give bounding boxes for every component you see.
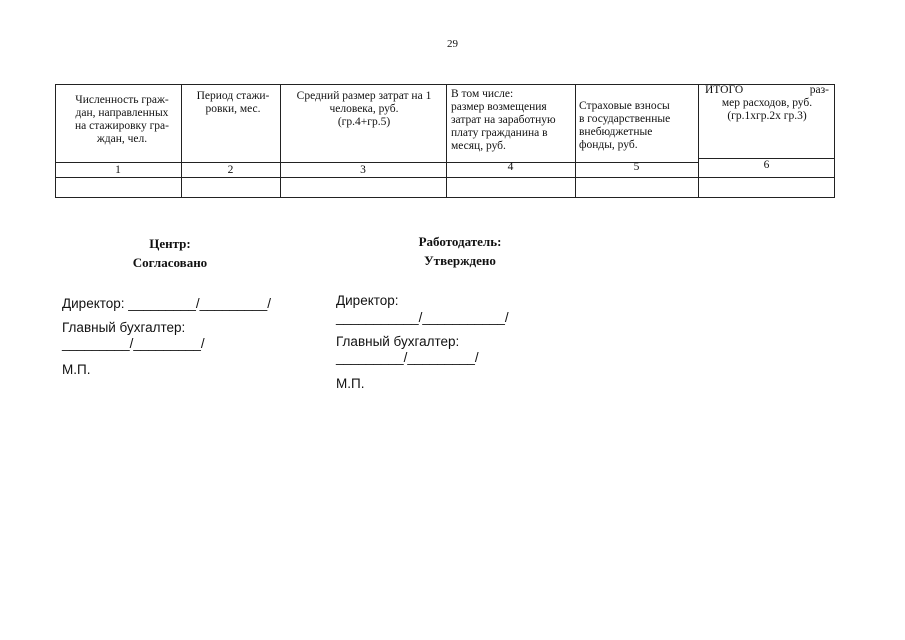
center-accountant-label: Главный бухгалтер: — [62, 320, 186, 335]
center-approval-label: Согласовано — [132, 255, 208, 270]
column-number-1: 1 — [115, 164, 121, 176]
header-text: (гр.4+гр.5) — [337, 116, 391, 128]
employer-accountant-line: _________/_________/ — [336, 350, 479, 365]
header-citizens-count — [63, 94, 181, 146]
header-text: В том числе: — [451, 88, 514, 100]
header-text: фонды, руб. — [579, 139, 638, 151]
table-right-border — [834, 84, 835, 198]
header-text: на стажировку гра- — [75, 120, 169, 132]
column-number-6: 6 — [763, 159, 770, 171]
expense-table — [55, 84, 835, 198]
page-number: 29 — [447, 38, 458, 50]
column-number-3: 3 — [360, 164, 366, 176]
employer-director-line: ___________/___________/ — [336, 310, 509, 325]
header-total-line1 — [705, 84, 829, 97]
header-text: Численность граж- — [75, 94, 169, 106]
center-accountant-line: _________/_________/ — [62, 336, 205, 351]
header-text: Страховые взносы — [579, 100, 670, 112]
header-text: человека, руб. — [329, 103, 399, 115]
employer-approval-label: Утверждено — [424, 253, 496, 268]
header-insurance-contributions — [579, 100, 697, 152]
header-average-cost — [284, 90, 444, 129]
header-text: месяц, руб. — [451, 140, 506, 152]
header-internship-period — [186, 90, 280, 116]
header-text: (гр.1хгр.2х гр.3) — [727, 110, 807, 122]
employer-title — [390, 232, 530, 270]
header-text: плату гражданина в — [451, 127, 548, 139]
column-number-2: 2 — [227, 164, 234, 176]
column-number-5: 5 — [633, 161, 640, 173]
employer-accountant-label: Главный бухгалтер: — [336, 334, 460, 349]
center-director-line: Директор: _________/_________/ — [62, 296, 271, 311]
header-text: дан, направленных — [75, 107, 169, 119]
header-text: затрат на заработную — [451, 114, 556, 126]
col-divider-3 — [446, 84, 447, 198]
header-salary-compensation — [451, 88, 577, 153]
col-divider-2 — [280, 84, 281, 198]
table-bottom-border — [55, 197, 835, 198]
center-stamp: М.П. — [62, 362, 91, 377]
header-text: ровки, мес. — [205, 103, 261, 115]
employer-director-label: Директор: — [336, 293, 399, 308]
header-text: размер возмещения — [451, 101, 547, 113]
header-text: Средний размер затрат на 1 — [296, 90, 432, 102]
table-left-border — [55, 84, 56, 198]
employer-stamp: М.П. — [336, 376, 365, 391]
header-text: Период стажи- — [196, 90, 270, 102]
header-total-expenses — [705, 84, 829, 123]
column-number-4: 4 — [507, 161, 514, 173]
header-text: внебюджетные — [579, 126, 653, 138]
header-text: ИТОГО — [705, 84, 744, 96]
center-title — [100, 234, 240, 272]
number-row-bottom-line — [55, 177, 835, 178]
col-divider-1 — [181, 84, 182, 198]
header-text: раз- — [809, 84, 829, 96]
center-title-line1: Центр: — [149, 236, 191, 251]
col-divider-5 — [698, 84, 699, 198]
employer-title-line1: Работодатель: — [418, 234, 502, 249]
header-text: ждан, чел. — [96, 133, 148, 145]
header-text: мер расходов, руб. — [721, 97, 813, 109]
header-text: в государственные — [579, 113, 671, 125]
